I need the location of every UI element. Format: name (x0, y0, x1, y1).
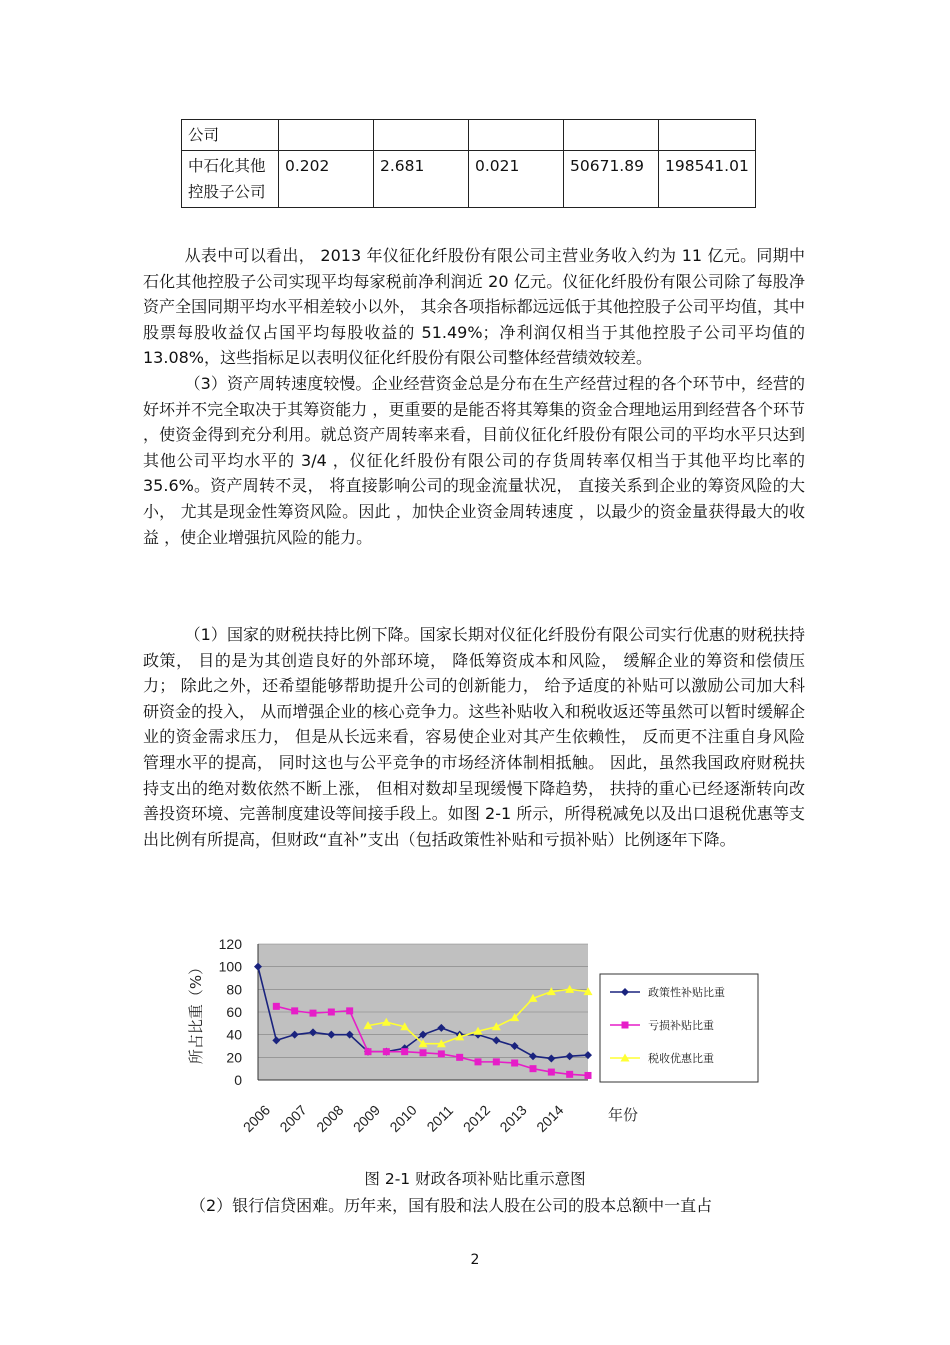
data-point (273, 1003, 280, 1010)
legend-label: 亏损补贴比重 (648, 1019, 714, 1032)
data-point (383, 1048, 390, 1055)
x-tick-label: 2011 (423, 1102, 457, 1135)
y-axis-label: 所占比重（%） (187, 959, 205, 1065)
x-tick-label: 2007 (276, 1101, 310, 1136)
x-tick-label: 2006 (239, 1101, 274, 1136)
x-tick-label: 2013 (496, 1101, 530, 1136)
paragraph: （1）国家的财税扶持比例下降。国家长期对仪征化纤股份有限公司实行优惠的财税扶持政策， 目的是为其创造良好的外部环境， 降低筹资成本和风险， 缓解企业的筹资和偿债压力； 除此之外，还希望能够帮助提升公司的创新能力， 给予适度的补贴可以激励公司加大科研资金的投入， 从而增强企业的核心竞争力。这些补贴收入和税收返还等虽然可以暂时缓解企业的资金需求压力， 但是从长远来看，容易使企业对其产生依赖性， 反而更不注重自身风险管理水平的提高， 同时这也与公平竞争的市场经济体制相抵触。 因此，虽然我国政府财税扶持支出的绝对数依然不断上涨， 但相对数却呈现缓慢下降趋势， 扶持的重心已经逐渐转向改善投资环境、完善制度建设等间接手段上。如图 2-1 所示，所得税减免以及出口退税优惠等支出比例有所提高，但财政“直补”支出（包括政策性补贴和亏损补贴）比例逐年下降。 (143, 625, 805, 849)
x-tick-label: 2012 (459, 1101, 494, 1136)
y-tick-label: 0 (234, 1072, 242, 1088)
paragraph: （3）资产周转速度较慢。企业经营资金总是分布在生产经营过程的各个环节中，经营的好坏并不完全取决于其筹资能力 ，更重要的是能否将其筹集的资金合理地运用到经营各个环节 ，使资金得到充分利用。就总资产周转率来看，目前仪征化纤股份有限公司的平均水平只达到其他公司平均水平的 3/4 ，仪征化纤股份有限公司的存货周转率仅相当于其他平均比率的 35.6%。资产周转不灵， 将直接影响公司的现金流量状况， 直接关系到企业的筹资风险的大小， 尤其是现金性筹资风险。因此 ，加快企业资金周转速度 ，以最少的资金量获得最大的收益 ，使企业增强抗风险的能力。 (143, 373, 805, 547)
paragraph-block-2 (143, 622, 805, 852)
data-point (456, 1054, 463, 1061)
x-tick-label: 2009 (349, 1101, 384, 1136)
y-tick-label: 40 (226, 1026, 242, 1043)
table-cell (564, 120, 659, 151)
data-point (328, 1009, 335, 1016)
paragraph-block-1 (143, 243, 805, 550)
figure-caption: 图 2-1 财政各项补贴比重示意图 (364, 1170, 586, 1188)
paragraph: 从表中可以看出， 2013 年仪征化纤股份有限公司主营业务收入约为 11 亿元。同期中石化其他控股子公司实现平均每家税前净利润近 20 亿元。仪征化纤股份有限公司除了每股净资产全国同期平均水平相差较小以外， 其余各项指标都远远低于其他控股子公司平均值，其中股票每股收益仅占国平均每股收益的 51.49%；净利润仅相当于其他控股子公司平均值的 13.08%，这些指标足以表明仪征化纤股份有限公司整体经营绩效较差。 (143, 246, 805, 368)
data-point (585, 1072, 592, 1079)
data-point (548, 1069, 555, 1076)
data-point (365, 1048, 372, 1055)
data-point (566, 1071, 573, 1078)
legend-marker (622, 1022, 629, 1029)
table-cell: 0.202 (279, 151, 374, 208)
table-cell (659, 120, 756, 151)
legend-label: 税收优惠比重 (648, 1052, 714, 1065)
table-cell (374, 120, 469, 151)
data-point (346, 1007, 353, 1014)
table-cell: 198541.01 (659, 151, 756, 208)
legend-label: 政策性补贴比重 (648, 986, 725, 999)
y-tick-label: 100 (218, 958, 242, 975)
table-row (182, 120, 756, 151)
data-point (291, 1007, 298, 1014)
x-axis-label: 年份 (608, 1106, 639, 1124)
y-tick-label: 80 (226, 981, 242, 998)
table-cell: 中石化其他控股子公司 (182, 151, 279, 208)
table-cell: 2.681 (374, 151, 469, 208)
y-tick-label: 60 (226, 1004, 242, 1020)
table-cell (469, 120, 564, 151)
table-cell: 0.021 (469, 151, 564, 208)
x-tick-label: 2010 (386, 1101, 420, 1136)
table-cell: 50671.89 (564, 151, 659, 208)
data-point (310, 1010, 317, 1017)
data-point (420, 1049, 427, 1056)
x-tick-label: 2014 (533, 1101, 567, 1136)
y-tick-label: 20 (226, 1049, 242, 1066)
paragraph: （2）银行信贷困难。历年来，国有股和法人股在公司的股本总额中一直占 (190, 1196, 713, 1215)
data-table (181, 119, 756, 208)
data-point (530, 1065, 537, 1072)
page-number: 2 (470, 1252, 480, 1268)
table-cell (279, 120, 374, 151)
data-point (511, 1060, 518, 1067)
data-point (493, 1058, 500, 1065)
y-tick-label: 120 (218, 936, 242, 952)
table-cell: 公司 (182, 120, 279, 151)
table-row (182, 151, 756, 208)
data-point (475, 1058, 482, 1065)
chart-svg (183, 930, 763, 1160)
x-tick-label: 2008 (313, 1101, 347, 1136)
data-point (438, 1050, 445, 1057)
data-point (401, 1048, 408, 1055)
subsidy-chart (183, 930, 763, 1160)
